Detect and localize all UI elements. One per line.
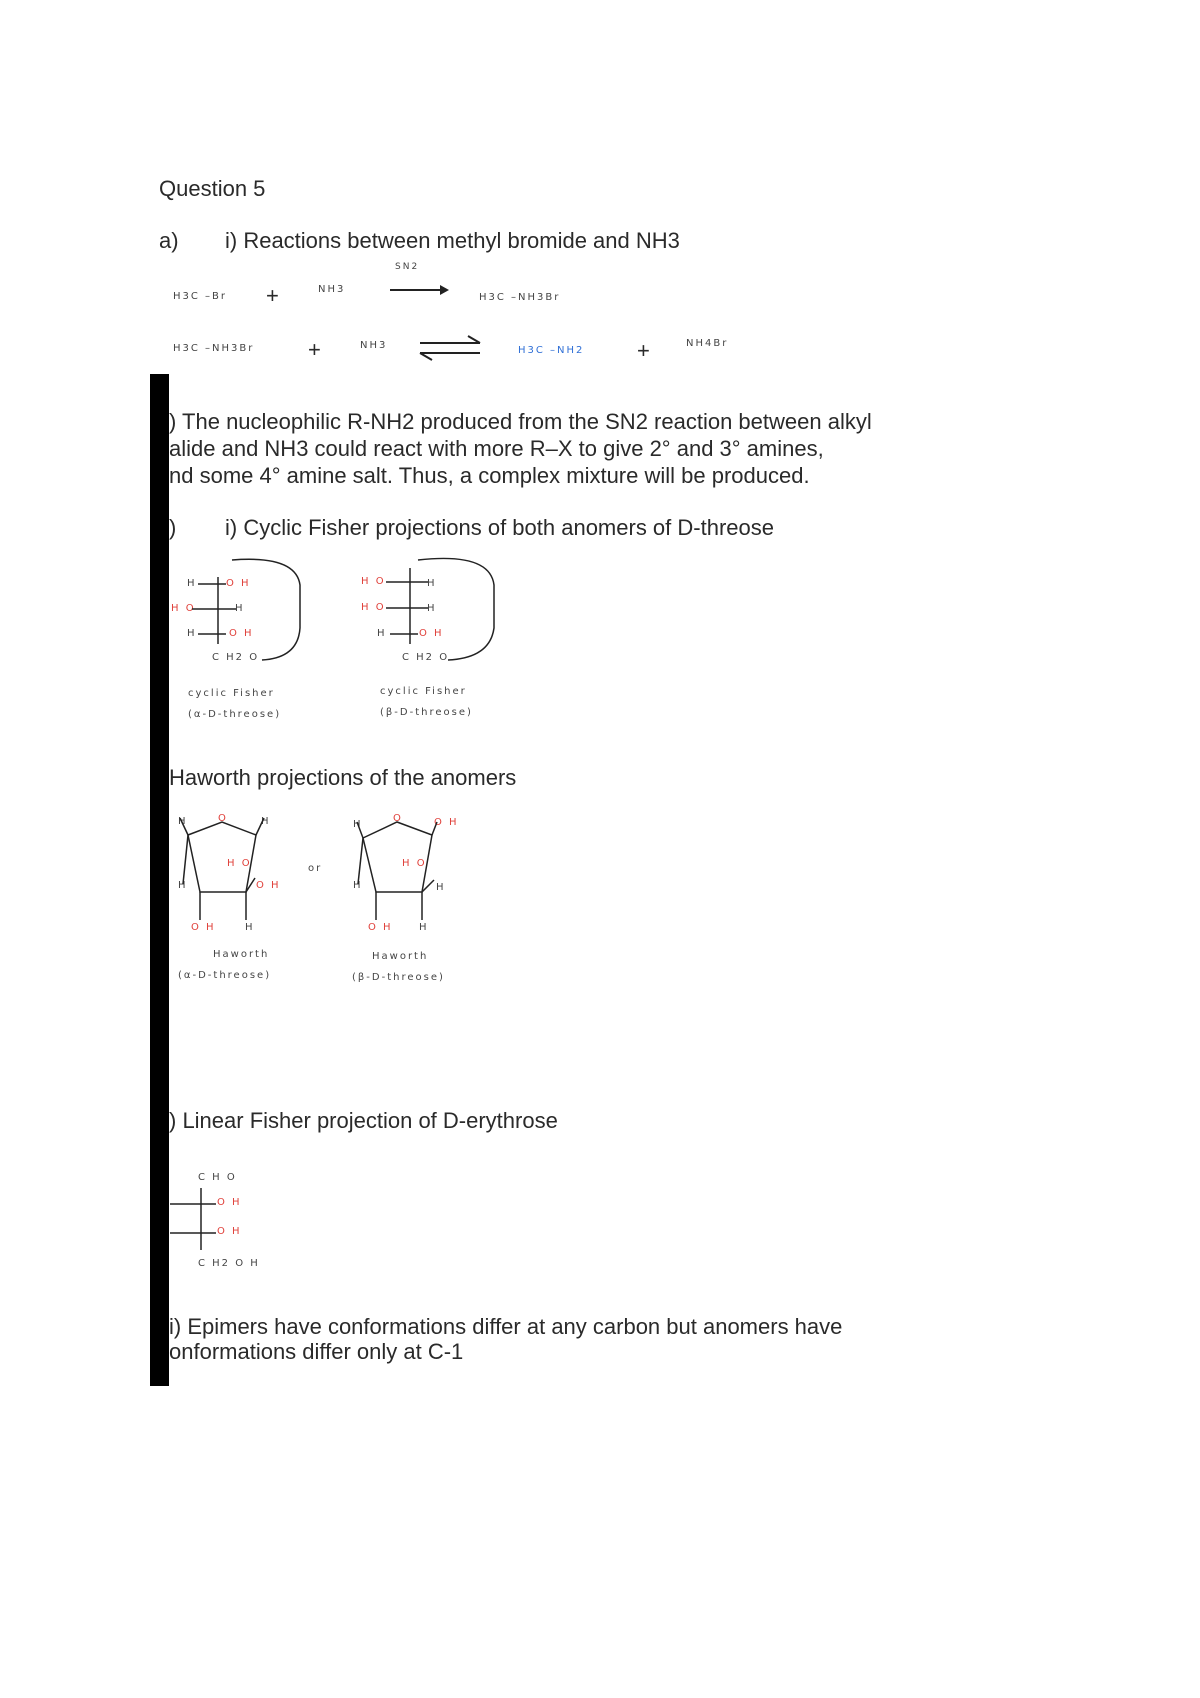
reaction2-plus: +: [308, 337, 321, 362]
reaction2-plus2: +: [637, 338, 650, 363]
fisher-beta-r1-left: H O: [361, 576, 386, 587]
haworth-beta-mid-left: H: [353, 880, 363, 891]
part-c-heading: ) Linear Fisher projection of D-erythrose: [169, 1108, 558, 1133]
erythrose-top: C H O: [198, 1172, 237, 1183]
reaction1-reactant2: NH3: [318, 284, 346, 295]
fisher-alpha-r1-left: H: [187, 578, 197, 589]
haworth-alpha-ring-o: O: [218, 813, 228, 824]
haworth-beta-bottom-right: H: [419, 922, 429, 933]
haworth-beta-top-right: O H: [434, 817, 459, 828]
erythrose-row2: O H: [217, 1226, 242, 1237]
haworth-beta-caption2: (β-D-threose): [352, 972, 445, 983]
fisher-alpha-r3-right: O H: [229, 628, 254, 639]
fisher-beta-caption1: cyclic Fisher: [380, 686, 467, 697]
haworth-beta-ring-o: O: [393, 813, 403, 824]
fisher-beta-r3-left: H: [377, 628, 387, 639]
fisher-beta-r2-right: H: [427, 603, 437, 614]
fisher-alpha-r2-left: H O: [171, 603, 196, 614]
haworth-alpha-top-right: H: [261, 816, 271, 827]
fisher-alpha-r2-right: H: [235, 603, 245, 614]
fisher-beta-r2-left: H O: [361, 602, 386, 613]
reaction1-reactant1: H3C –Br: [173, 291, 228, 302]
fisher-alpha-lines: [192, 559, 300, 660]
part-d-line-2: onformations differ only at C-1: [169, 1339, 464, 1364]
fisher-beta-lines: [386, 558, 494, 660]
fisher-beta-r3-right: O H: [419, 628, 444, 639]
erythrose-lines: [170, 1188, 216, 1250]
part-a-heading: i) Reactions between methyl bromide and NH3: [225, 228, 680, 253]
haworth-alpha-bottom-left: O H: [191, 922, 216, 933]
part-b-heading: i) Cyclic Fisher projections of both anomers of D-threose: [225, 515, 774, 540]
part-a-label: a): [159, 228, 179, 253]
reaction1-product: H3C –NH3Br: [479, 292, 561, 303]
explanation-line-2: alide and NH3 could react with more R–X to give 2° and 3° amines,: [169, 436, 824, 461]
fisher-beta-bottom: C H2 O: [402, 652, 450, 663]
explanation-line-3: nd some 4° amine salt. Thus, a complex mixture will be produced.: [169, 463, 810, 488]
haworth-beta-inner: H O: [402, 858, 427, 869]
fisher-beta-caption2: (β-D-threose): [380, 707, 473, 718]
reaction2-reactant1: H3C –NH3Br: [173, 343, 255, 354]
erythrose-row1: O H: [217, 1197, 242, 1208]
haworth-alpha-mid-left: H: [178, 880, 188, 891]
fisher-alpha-r3-left: H: [187, 628, 197, 639]
fisher-alpha-r1-right: O H: [226, 578, 251, 589]
reaction1-plus: +: [266, 283, 279, 308]
erythrose-bottom: C H2 O H: [198, 1258, 260, 1269]
reaction2-reactant2: NH3: [360, 340, 388, 351]
haworth-alpha-caption1: Haworth: [213, 949, 270, 960]
reaction2-product1: H3C –NH2: [518, 345, 585, 356]
equilibrium-arrows: [420, 336, 480, 360]
fisher-alpha-caption2: (α-D-threose): [188, 709, 282, 720]
haworth-alpha-right-sub: O H: [256, 880, 281, 891]
reaction1-condition: SN2: [395, 262, 420, 272]
fisher-alpha-caption1: cyclic Fisher: [188, 688, 275, 699]
or-label: or: [308, 863, 323, 874]
part-d-line-1: i) Epimers have conformations differ at any carbon but anomers have: [169, 1314, 843, 1339]
fisher-beta-r1-right: H: [427, 578, 437, 589]
haworth-alpha-caption2: (α-D-threose): [178, 970, 272, 981]
haworth-alpha-top-left: H: [178, 816, 188, 827]
haworth-alpha-ring: [180, 818, 264, 920]
haworth-beta-right-sub: H: [436, 882, 446, 893]
question-title: Question 5: [159, 176, 266, 201]
fisher-alpha-bottom: C H2 O: [212, 652, 260, 663]
haworth-heading: Haworth projections of the anomers: [169, 765, 517, 790]
haworth-alpha-inner: H O: [227, 858, 252, 869]
haworth-beta-top-left: H: [353, 819, 363, 830]
haworth-beta-ring: [357, 822, 437, 920]
haworth-beta-caption1: Haworth: [372, 951, 429, 962]
haworth-alpha-bottom-right: H: [245, 922, 255, 933]
reaction2-product2: NH4Br: [686, 338, 729, 349]
part-b-label: ): [169, 515, 177, 540]
haworth-beta-bottom-left: O H: [368, 922, 393, 933]
explanation-line-1: ) The nucleophilic R-NH2 produced from the SN2 reaction between alkyl: [169, 409, 872, 434]
reaction1-arrow: [390, 285, 449, 295]
